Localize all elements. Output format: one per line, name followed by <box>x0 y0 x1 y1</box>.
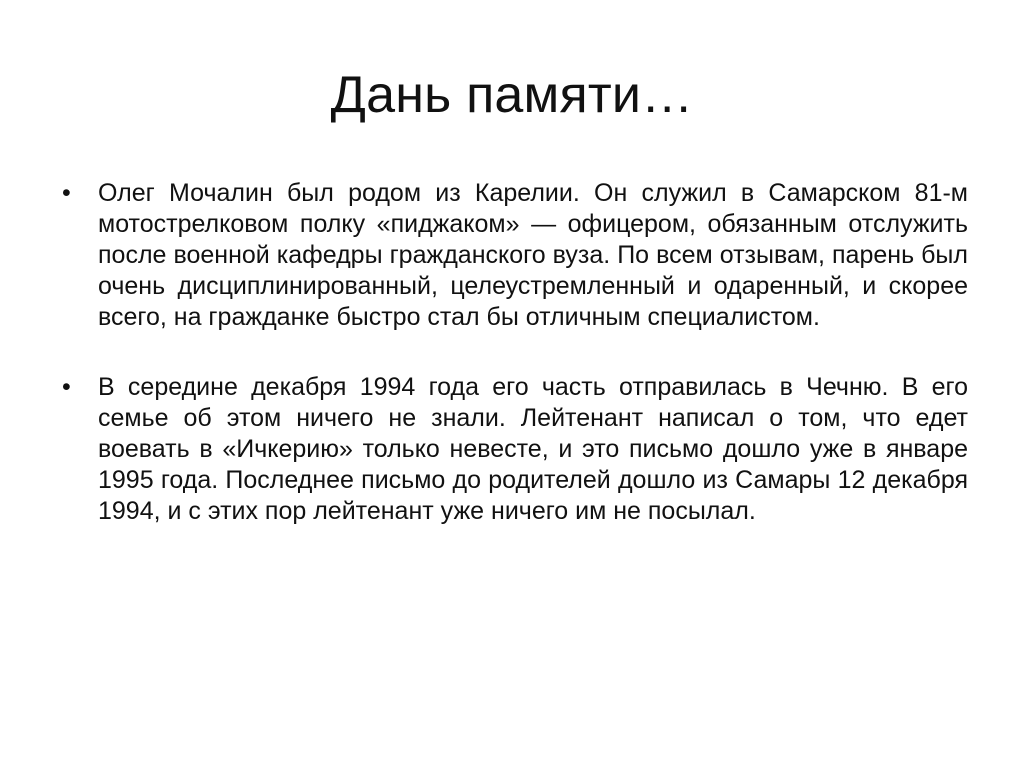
bullet-text: Олег Мочалин был родом из Карелии. Он служил в Самарском 81-м мотострелковом полку «пиджаком» — офицером, обязанным отслужить после военной кафедры гражданского вуза. По всем отзывам, парень был очень дисциплинированный, целеустремленный и одаренный, и скорее всего, на гражданке быстро стал бы отличным специалистом. <box>98 179 968 331</box>
slide-title: Дань памяти… <box>330 66 694 124</box>
bullet-item <box>58 178 968 333</box>
bullet-icon: • <box>62 179 71 207</box>
bullet-text: В середине декабря 1994 года его часть отправилась в Чечню. В его семье об этом ничего не знали. Лейтенант написал о том, что едет воевать в «Ичкерию» только невесте, и это письмо дошло уже в январе 1995 года. Последнее письмо до родителей дошло из Самары 12 декабря 1994, и с этих пор лейтенант уже ничего им не посылал. <box>98 373 968 525</box>
bullet-list <box>58 178 968 566</box>
bullet-icon: • <box>62 373 71 401</box>
bullet-item <box>58 372 968 527</box>
